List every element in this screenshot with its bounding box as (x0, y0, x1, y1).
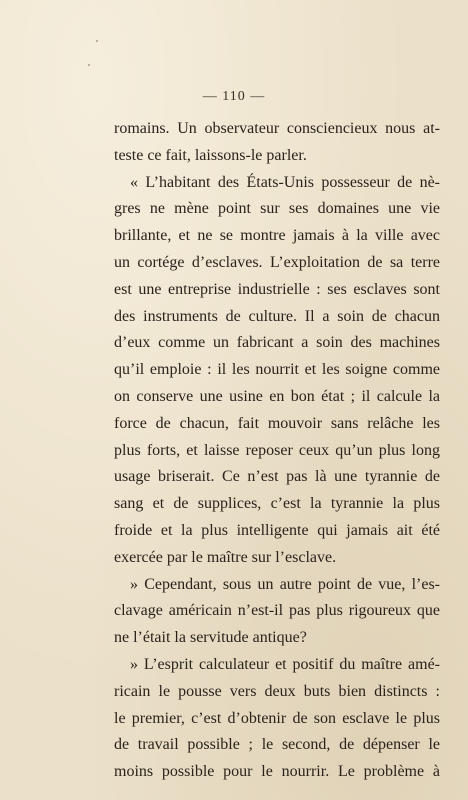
text-line: exercée par le maître sur l’esclave. (114, 548, 337, 566)
text-line: » L’esprit calculateur et positif du maître amé- (130, 655, 440, 673)
text-line: moins possible pour le nourrir. Le problème à (114, 763, 440, 781)
text-line: le premier, c’est d’obtenir de son esclave le plus (114, 709, 440, 727)
text-line: gres ne mène point sur ses domaines une vie (114, 200, 440, 218)
paper-speck (96, 40, 98, 42)
text-line: qu’il emploie : il les nourrit et les soigne comme (114, 361, 440, 379)
body-text (114, 116, 440, 786)
text-line: romains. Un observateur consciencieux nous at- (114, 120, 440, 137)
text-line: brillante, et ne se montre jamais à la ville avec (114, 227, 440, 245)
text-line: ricain le pousse vers deux buts bien distincts : (114, 682, 440, 700)
text-line: est une entreprise industrielle : ses esclaves sont (114, 280, 440, 298)
text-line: » Cependant, sous un autre point de vue, l’es- (130, 575, 440, 593)
text-line: de travail possible ; le second, de dépenser le (114, 736, 440, 754)
text-line: sang et de supplices, c’est la tyrannie la plus (114, 495, 440, 513)
text-line: « L’habitant des États-Unis possesseur de nè- (130, 173, 440, 191)
text-line: un cortége d’esclaves. L’exploitation de sa terre (114, 253, 440, 271)
text-line: force de chacun, fait mouvoir sans relâche les (114, 414, 440, 432)
text-line: des instruments de culture. Il a soin de chacun (114, 307, 440, 325)
text-line: usage briserait. Ce n’est pas là une tyrannie de (114, 468, 440, 486)
text-line: clavage américain n’est-il pas plus rigoureux que (114, 602, 440, 620)
text-line: ne l’était la servitude antique? (114, 629, 307, 647)
text-line: froide et la plus intelligente qui jamais ait été (114, 521, 440, 539)
paper-speck (88, 64, 90, 66)
text-line: on conserve une usine en bon état ; il calcule la (114, 387, 440, 405)
text-line: d’eux comme un fabricant a soin des machines (114, 334, 440, 352)
text-line: teste ce fait, laissons-le parler. (114, 146, 307, 164)
page-number-header: — 110 — (202, 89, 266, 104)
text-line: plus forts, et laisse reposer ceux qu’un plus long (114, 441, 440, 459)
